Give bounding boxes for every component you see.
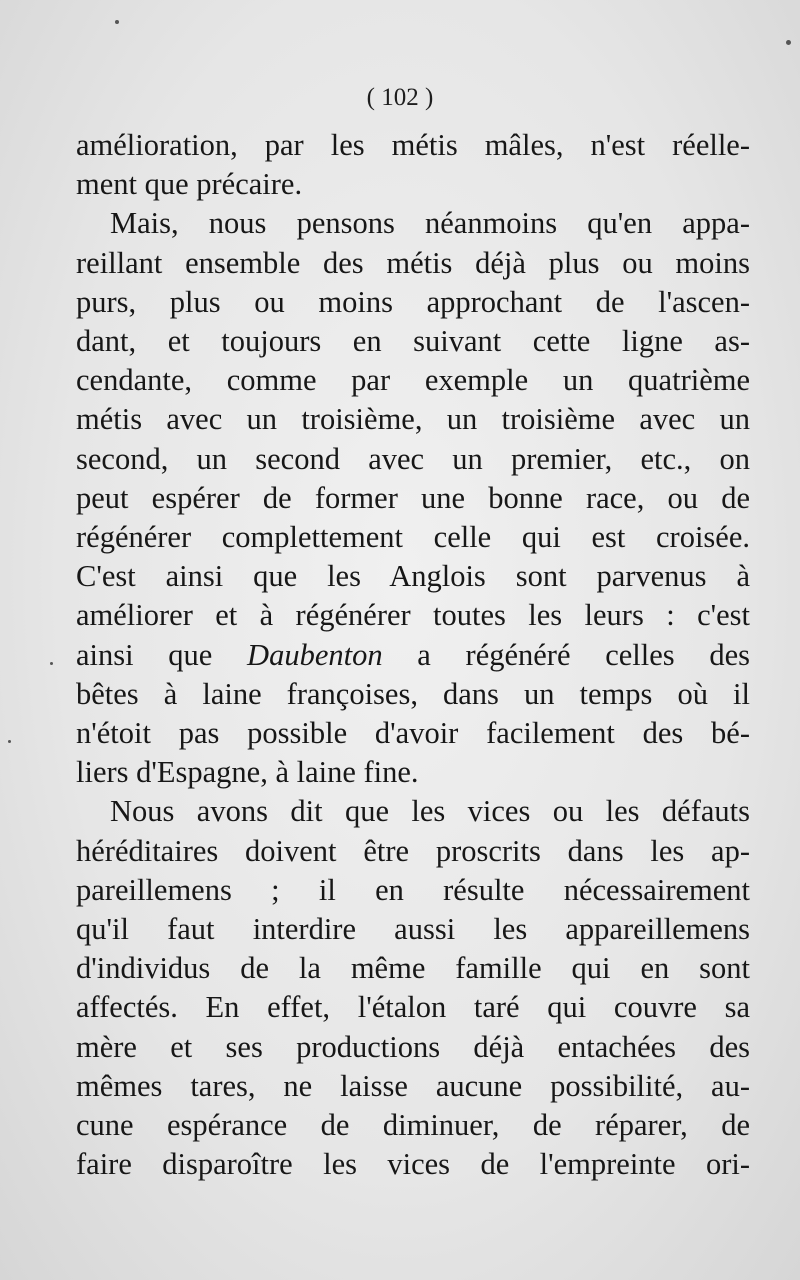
text-line: faire disparoître les vices de l'empreinte ori-: [76, 1147, 750, 1182]
text-line: Mais, nous pensons néanmoins qu'en appa-: [110, 206, 750, 241]
text-line: pareillemens ; il en résulte nécessairement: [76, 872, 750, 907]
text-line: régénérer complettement celle qui est croisée.: [76, 520, 750, 555]
text-line: améliorer et à régénérer toutes les leurs : c'est: [76, 598, 750, 633]
text-line: métis avec un troisième, un troisième avec un: [76, 402, 750, 437]
text-line: cune espérance de diminuer, de réparer, de: [76, 1108, 750, 1143]
ink-speck: [115, 20, 119, 24]
page-number: ( 102 ): [366, 84, 434, 111]
text-line: affectés. En effet, l'étalon taré qui couvre sa: [76, 990, 750, 1025]
text-line: mère et ses productions déjà entachées des: [76, 1029, 750, 1064]
author-name-italic: Daubenton: [247, 637, 383, 672]
text-line: qu'il faut interdire aussi les appareillemens: [76, 912, 750, 947]
text-line-with-italic-name: [76, 636, 750, 675]
text-line: d'individus de la même famille qui en sont: [76, 951, 750, 986]
text-line: liers d'Espagne, à laine fine.: [76, 755, 419, 790]
text-fragment: a régénéré celles des: [382, 637, 750, 672]
body-text: [76, 126, 750, 1184]
text-line: C'est ainsi que les Anglois sont parvenus à: [76, 559, 750, 594]
text-line: héréditaires doivent être proscrits dans les ap-: [76, 833, 750, 868]
text-line: ment que précaire.: [76, 167, 303, 202]
ink-speck: [8, 740, 11, 743]
text-line: bêtes à laine françoises, dans un temps où il: [76, 676, 750, 711]
text-fragment: ainsi que: [76, 637, 248, 672]
text-line: n'étoit pas possible d'avoir facilement des bé-: [76, 716, 750, 751]
text-line: cendante, comme par exemple un quatrième: [76, 363, 750, 398]
text-line: purs, plus ou moins approchant de l'ascen-: [76, 284, 750, 319]
text-line: peut espérer de former une bonne race, ou de: [76, 480, 750, 515]
ink-speck: [786, 40, 791, 45]
text-line: Nous avons dit que les vices ou les défauts: [110, 794, 750, 829]
text-line: amélioration, par les métis mâles, n'est réelle-: [76, 128, 750, 162]
text-line: second, un second avec un premier, etc., on: [76, 441, 750, 476]
text-line: reillant ensemble des métis déjà plus ou moins: [76, 245, 750, 280]
text-line: mêmes tares, ne laisse aucune possibilité, au-: [76, 1068, 750, 1103]
ink-speck: [50, 662, 53, 665]
text-line: dant, et toujours en suivant cette ligne as-: [76, 324, 750, 359]
